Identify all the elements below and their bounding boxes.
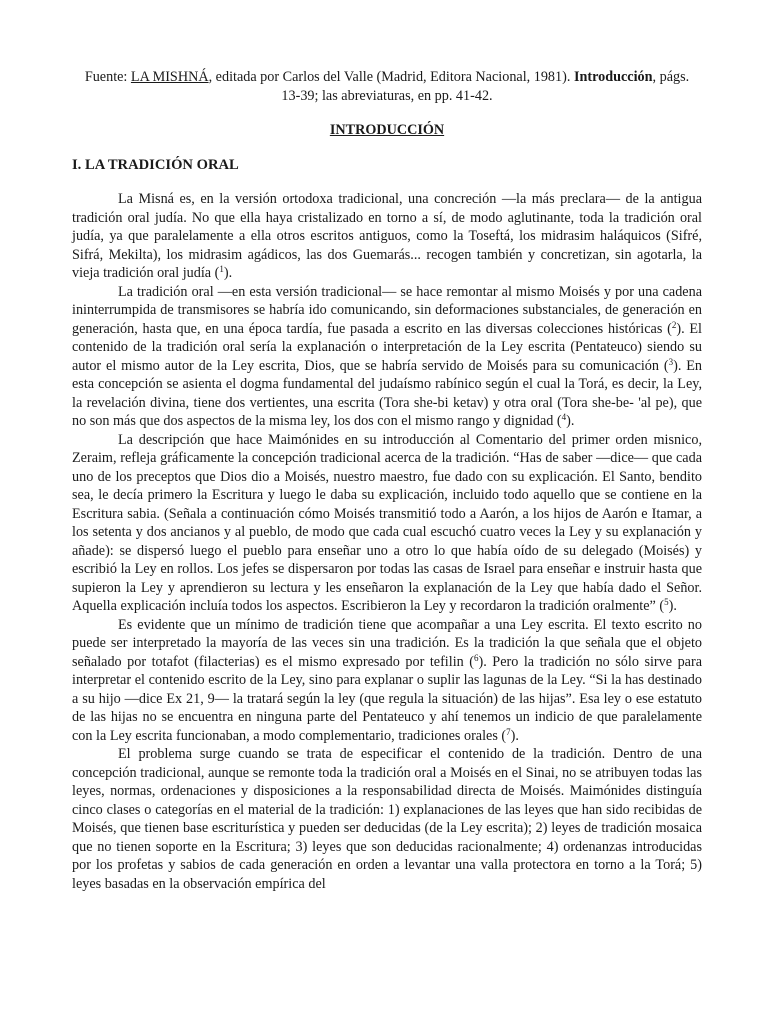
paragraph-text: La descripción que hace Maimónides en su introducción al Comentario del primer orden misnico, Zeraim, refleja gráficamente la concepción tradicional acerca de la tradición. “Has de saber —dice— que cada uno de los preceptos que Dios dio a Moisés, nuestro maestro, fue dado con su explicación. El Santo, bendito sea, le decía primero la Escritura y luego le daba su explicación, incluido todo aquello que se contiene en la Escritura sabia. (Señala a continuación cómo Moisés transmitió todo a Aarón, a los hijos de Aarón e Itamar, a los setenta y dos ancianos y al pueblo, de modo que cada cual escuchó cuatro veces la Ley y su explanación y añade): se dispersó luego el pueblo para enseñar uno a otro lo que había oído de su delegado (Moisés) y escribió la Ley en rollos. Los jefes se dispersaron por todas las casas de Israel para enseñar e instruir hasta que supieron la Ley y aprendieron su lectura y les enseñaron la explanación de la Ley que había dado el Señor. Aquella explicación incluía todos los aspectos. Escribieron la Ley y recordaron la tradición oralmente” ( <box>72 431 702 614</box>
paragraph-tail: ). Pero la tradición no sólo sirve para interpretar el contenido escrito de la Ley, sino para explanar o suplir las lagunas de la Ley. “Si la has destinado a su hijo —dice Ex 21, 9— la tratará según la ley (que regula la situación) de las hijas”. Esa ley o ese estatuto de las hijas no se encuentra en ninguna parte del Pentateuco y ahí tenemos un indicio de que paralelamente con la Ley escrita funcionaban, a modo complementario, tradiciones orales ( <box>72 653 702 744</box>
source-middle: , editada por Carlos del Valle (Madrid, Editora Nacional, 1981). <box>208 69 574 85</box>
section-title: I. LA TRADICIÓN ORAL <box>72 156 239 173</box>
footnote-ref: 6 <box>474 652 479 663</box>
paragraph-5 <box>72 745 702 893</box>
footnote-ref: 5 <box>664 597 669 607</box>
footnote-ref: 1 <box>219 264 224 274</box>
paragraph-2 <box>72 283 702 431</box>
footnote-ref: 4 <box>561 412 567 422</box>
paragraph-4 <box>72 616 702 746</box>
paragraph-text: El problema surge cuando se trata de especificar el contenido de la tradición. Dentro de una concepción tradicional, aunque se remonte toda la tradición oral a Moisés en el Sinai, no se atribuyen todas las leyes, normas, ordenaciones y disposiciones a la responsabilidad directa de Moisés. Maimónides distinguía cinco clases o categorías en el material de la tradición: 1) explanaciones de las leyes que han sido recibidas de Moisés, que tienen base escriturística y pueden ser deducidas (de la Ley escrita); 2) leyes de tradición mosaica que no tienen soporte en la Escritura; 3) leyes que son deducidas racionalmente; 4) ordenanzas introducidas por los profetas y sabios de cada generación en orden a levantar una valla protectora en torno a la Torá; 5) leyes basadas en la observación empírica del <box>72 746 702 892</box>
source-suffix: , págs. 13-39; las abreviaturas, en pp. 41-42. <box>281 69 690 104</box>
paragraph-tail: ). En esta concepción se asienta el dogma fundamental del judaísmo rabínico según el cual la Torá, es decir, la Ley, la revelación divina, tiene dos vertientes, una escrita (Tora she-bi ketav) y otra oral (Tora she-be- 'al pe), que no son más que dos aspectos de la misma ley, los dos con el mismo rango y dignidad ( <box>72 357 702 429</box>
footnote-ref: 7 <box>506 726 511 737</box>
paragraph-text: La tradición oral —en esta versión tradicional— se hace remontar al mismo Moisés y por una cadena ininterrumpida de transmisores se habría ido comunicando, sin deformaciones substanciales, de generación en generación, hasta que, en una época tardía, fue pasada a escrito en las diversas colecciones históricas ( <box>72 283 702 337</box>
source-intro-bold: Introducción <box>573 69 653 85</box>
source-citation <box>72 68 702 106</box>
main-title: INTRODUCCIÓN <box>329 122 445 138</box>
footnote-ref: 3 <box>668 356 674 367</box>
paragraph-tail: ). <box>223 265 233 281</box>
source-prefix: Fuente: <box>84 69 131 85</box>
paragraph-tail: ). <box>510 727 519 744</box>
paragraph-tail: ). <box>668 598 677 614</box>
paragraph-text: La Misná es, en la versión ortodoxa tradicional, una concreción —la más preclara— de la antigua tradición oral judía. No que ella haya cristalizado en torno a sí, de modo aglutinante, toda la tradición oral judía, ya que paralelamente a ella otros escritos antiguos, como la Toseftá, los midrasim haláquicos (Sifré, Sifrá, Mekilta), los midrasim agádicos, las dos Guemarás... recogen también y concretizan, sin agotarla, la vieja tradición oral judía ( <box>72 191 702 281</box>
paragraph-tail: ). <box>566 413 575 429</box>
footnote-ref: 2 <box>671 319 677 330</box>
paragraph-3 <box>72 431 702 616</box>
paragraph-text: Es evidente que un mínimo de tradición tiene que acompañar a una Ley escrita. El texto escrito no puede ser interpretado la mayoría de las veces sin una tradición. Es la tradición la que señala que el objeto señalado por totafot (filacterias) es el mismo expresado por tefilin ( <box>72 616 702 670</box>
paragraph-tail: ). El contenido de la tradición oral sería la explanación o interpretación de la Ley escrita (Pentateuco) siendo su autor el mismo autor de la Ley escrita, Dios, que se habría servido de Moisés para su comunicación ( <box>72 320 702 374</box>
book-title: LA MISHNÁ <box>130 69 209 85</box>
paragraph-1 <box>72 190 702 283</box>
